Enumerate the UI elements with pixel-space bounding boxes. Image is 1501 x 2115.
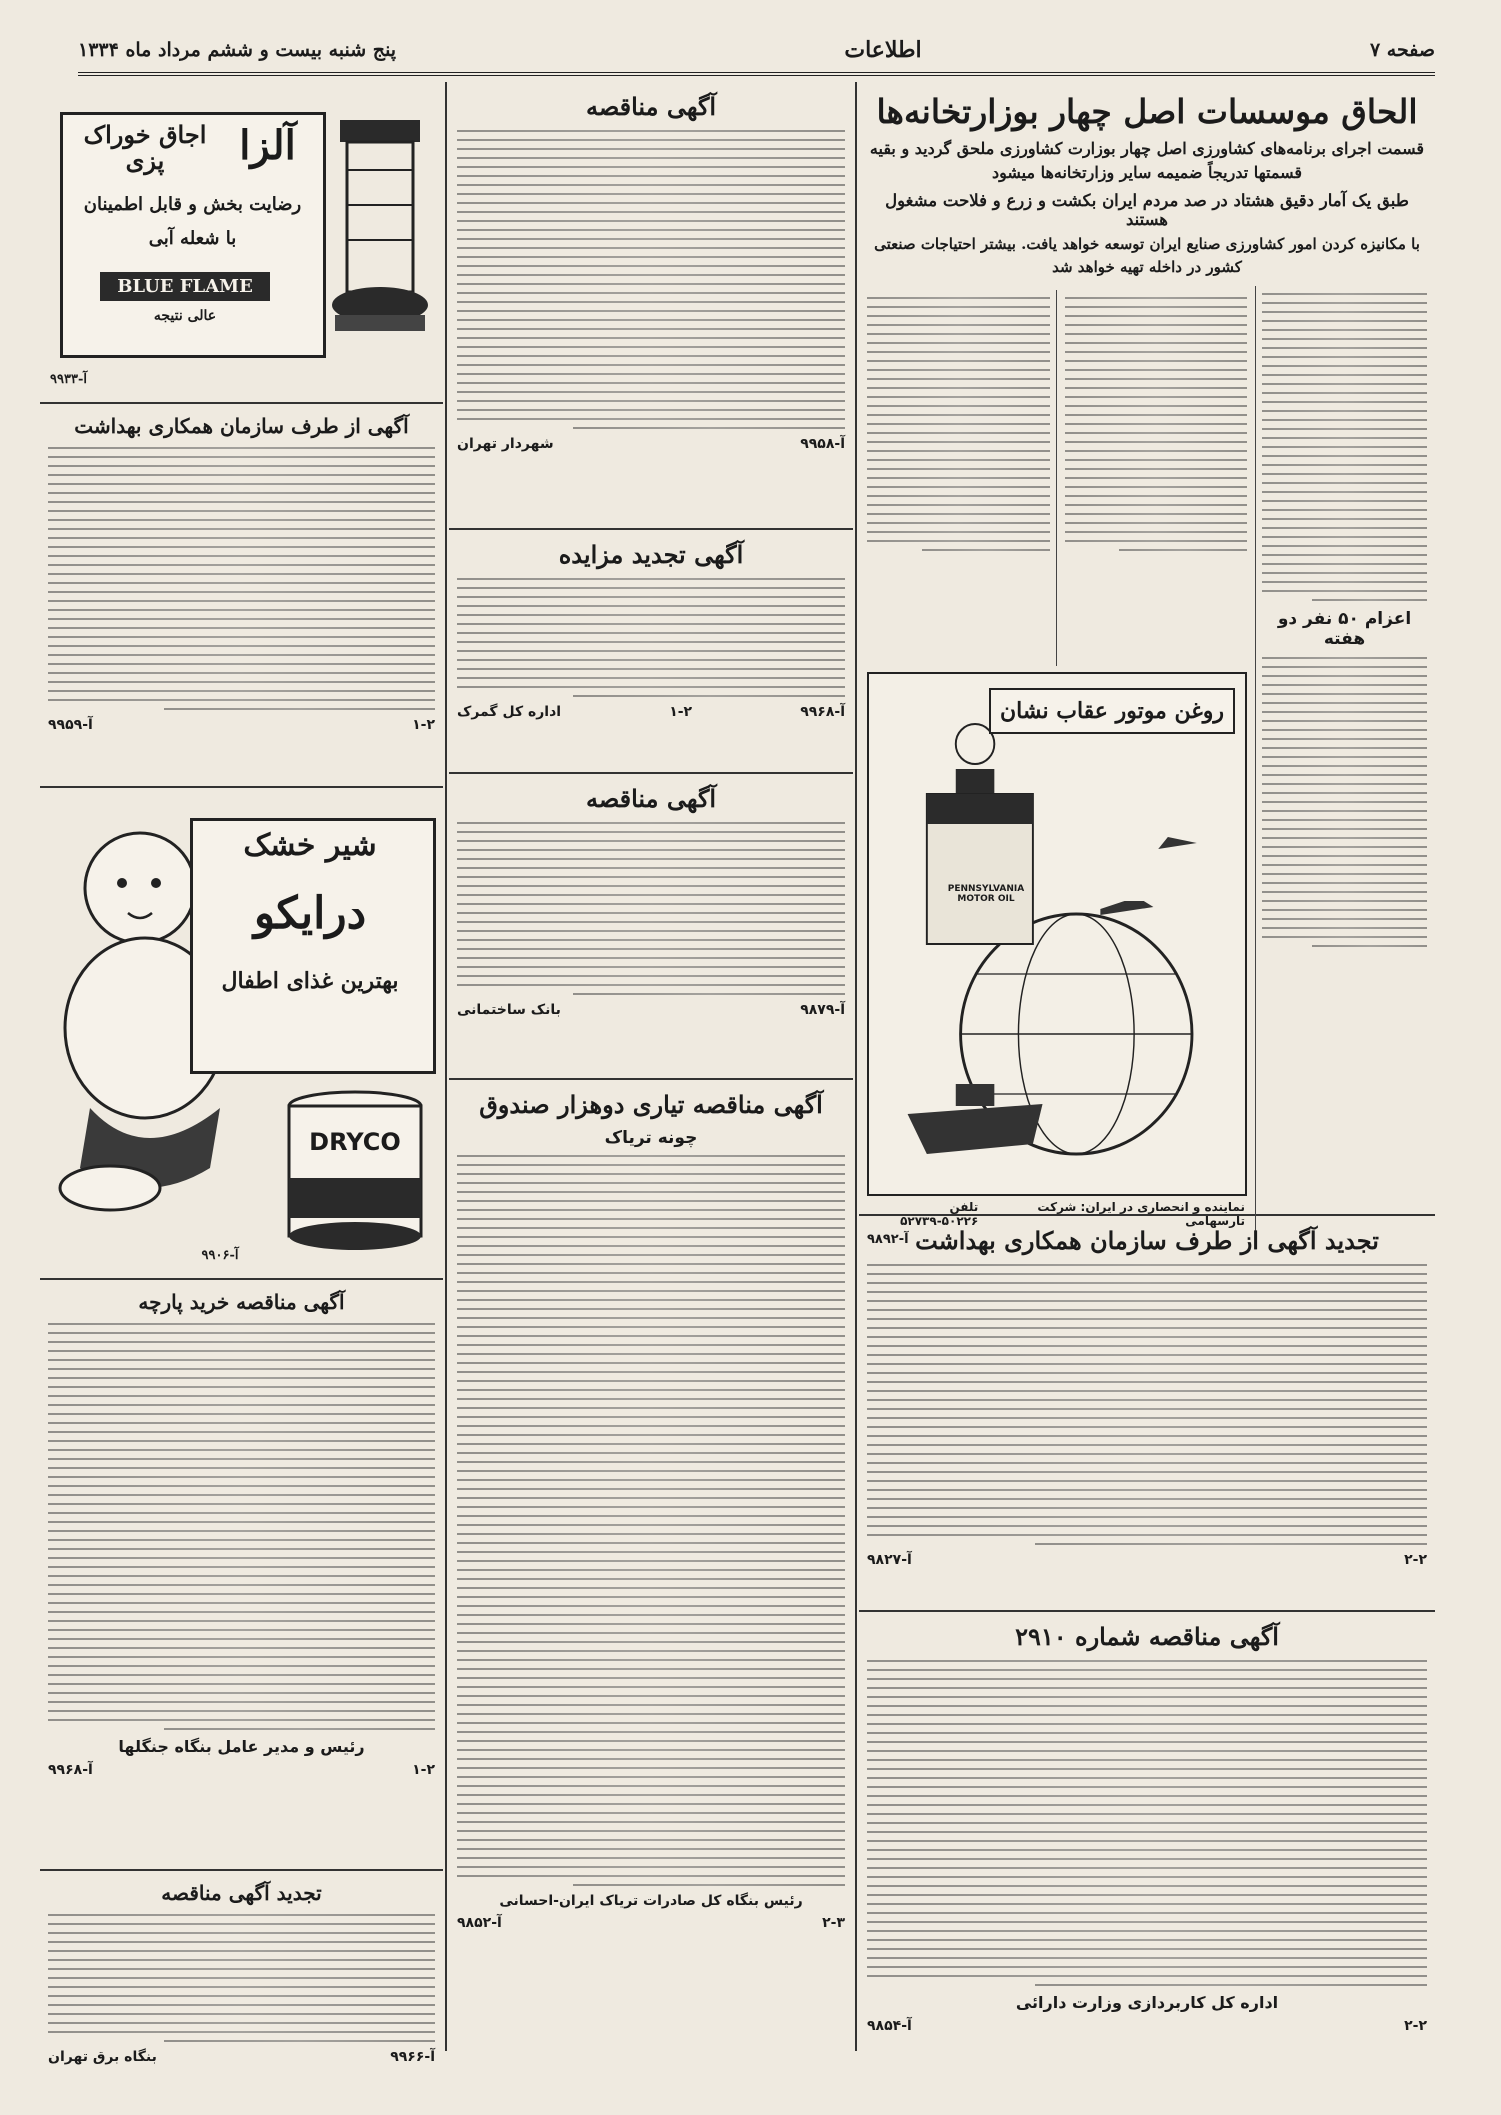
notice-body bbox=[48, 1323, 435, 1730]
notice-title: آگهی تجدید مزایده bbox=[558, 540, 744, 569]
cloth-purchase-tender bbox=[40, 1280, 443, 1871]
dryco-milk-ad bbox=[40, 788, 443, 1280]
masthead-date: پنج شنبه بیست و ششم مرداد ماه ۱۳۳۴ bbox=[78, 39, 397, 61]
notice-signature: اداره کل کاربردازی وزارت دارائی bbox=[1015, 1993, 1279, 2012]
notice-body bbox=[867, 1264, 1427, 1545]
notice-code: آ-۹۹۶۸ bbox=[800, 704, 845, 720]
notice-footer bbox=[457, 436, 845, 452]
notice-signature: شهردار تهران bbox=[457, 436, 554, 452]
notice-code: آ-۹۹۵۹ bbox=[48, 717, 93, 733]
customs-auction bbox=[449, 530, 853, 774]
article-body bbox=[1065, 290, 1248, 666]
notice-signature: اداره کل گمرک bbox=[457, 704, 562, 720]
alza-brand: آلزا bbox=[239, 122, 296, 169]
alza-line: رضایت بخش و قابل اطمینان bbox=[83, 194, 302, 215]
notice-subtitle: چونه تریاک bbox=[604, 1128, 698, 1148]
health-org-renewed-tender bbox=[859, 1216, 1435, 1612]
article-left-area bbox=[867, 286, 1247, 1247]
column-left bbox=[40, 82, 443, 2065]
dryco-brand: درایکو bbox=[253, 888, 367, 939]
notice-code: آ-۹۸۵۲ bbox=[457, 1915, 502, 1931]
notice-body bbox=[457, 130, 845, 429]
alza-code: آ-۹۹۳۳ bbox=[50, 372, 87, 387]
notice-code: آ-۹۹۵۸ bbox=[800, 436, 845, 452]
masthead-paper-name: اطلاعات bbox=[844, 37, 922, 63]
notice-body bbox=[457, 578, 845, 697]
article-body bbox=[1262, 293, 1427, 601]
notice-title: آگهی از طرف سازمان همکاری بهداشت bbox=[74, 414, 409, 438]
notice-title: آگهی مناقصه خرید پارچه bbox=[138, 1290, 345, 1314]
notice-signature: رئیس و مدیر عامل بنگاه جنگلها bbox=[118, 1737, 365, 1756]
article-two-columns bbox=[867, 286, 1247, 666]
notice-footer bbox=[457, 1002, 845, 1018]
globe-ship-illustration bbox=[869, 674, 1245, 1194]
notice-title: آگهی مناقصه شماره ۲۹۱۰ bbox=[1015, 1622, 1279, 1651]
article-deck: با مکانیزه کردن امور کشاورزی صنایع ایران توسعه خواهد یافت. بیشتر احتیاجات صنعتی کشور در داخله تهیه خواهد شد bbox=[874, 235, 1420, 276]
dryco-line: شیر خشک bbox=[243, 828, 377, 863]
article-deck: طبق یک آمار دقیق هشتاد در صد مردم ایران بکشت و زرع و فلاحت مشغول هستند bbox=[885, 191, 1409, 229]
column-rule bbox=[855, 82, 857, 2051]
notice-title: تجدید آگهی مناقصه bbox=[161, 1881, 322, 1905]
notice-signature: بنگاه برق تهران bbox=[48, 2049, 157, 2065]
opium-box-tender bbox=[449, 1080, 853, 2104]
alza-line: عالی نتیجه bbox=[153, 308, 217, 324]
notice-code: آ-۹۹۶۸ bbox=[48, 1762, 93, 1778]
notice-body bbox=[457, 1155, 845, 1886]
notice-footer bbox=[457, 1915, 845, 1931]
tender-2910 bbox=[859, 1612, 1435, 2056]
notice-footer bbox=[48, 717, 435, 733]
blue-flame-label: BLUE FLAME bbox=[100, 272, 270, 301]
masthead-page-number: صفحه ۷ bbox=[1369, 39, 1435, 61]
notice-footer bbox=[867, 2018, 1427, 2034]
health-org-notice bbox=[40, 404, 443, 788]
notice-title: آگهی مناقصه bbox=[585, 784, 717, 813]
article-subheading: اعزام ۵۰ نفر دو هفته bbox=[1277, 609, 1412, 649]
article-text-column bbox=[1255, 286, 1427, 1247]
notice-body bbox=[48, 447, 435, 710]
electricity-renewed-tender bbox=[40, 1871, 443, 2115]
dryco-line: بهترین غذای اطفال bbox=[221, 968, 399, 994]
notice-title: آگهی مناقصه تیاری دوهزار صندوق bbox=[479, 1090, 823, 1119]
notice-body bbox=[48, 1914, 435, 2042]
notice-signature: بانک ساختمانی bbox=[457, 1002, 561, 1018]
notice-signature: رئیس بنگاه کل صادرات تریاک ایران-احسانی bbox=[499, 1893, 803, 1909]
column-rule bbox=[445, 82, 447, 2051]
motor-oil-slogan: روغن موتور عقاب نشان bbox=[989, 688, 1235, 734]
notice-code: آ-۹۸۷۹ bbox=[800, 1002, 845, 1018]
motor-oil-phone: تلفن ۵۰۲۲۶-۵۲۷۳۹ bbox=[900, 1200, 979, 1228]
notice-code: آ-۹۹۶۶ bbox=[390, 2049, 435, 2065]
stove-illustration bbox=[325, 110, 435, 350]
notice-title: آگهی مناقصه bbox=[585, 92, 717, 121]
notice-body bbox=[867, 1660, 1427, 1986]
municipality-tender bbox=[449, 82, 853, 530]
alza-line: با شعله آبی bbox=[148, 228, 237, 249]
notice-body bbox=[457, 822, 845, 995]
dryco-can-label: DRYCO bbox=[309, 1128, 401, 1156]
notice-code: آ-۹۸۵۴ bbox=[867, 2018, 912, 2034]
alza-stove-ad bbox=[40, 82, 443, 404]
notice-num: ۲-۲ bbox=[1404, 1552, 1427, 1568]
dryco-can-illustration bbox=[280, 1088, 430, 1258]
notice-title: تجدید آگهی از طرف سازمان همکاری بهداشت bbox=[915, 1226, 1379, 1255]
motor-oil-code: آ-۹۸۹۲ bbox=[867, 1232, 909, 1247]
motor-oil-agency: نماینده و انحصاری در ایران: شرکت تارسهامی bbox=[1037, 1200, 1245, 1228]
notice-num: ۲-۲ bbox=[1404, 2018, 1427, 2034]
notice-footer bbox=[867, 1552, 1427, 1568]
notice-num: ۱-۲ bbox=[412, 1762, 435, 1778]
notice-footer bbox=[48, 2049, 435, 2065]
alza-headline: اجاق خوراک پزی bbox=[83, 120, 207, 176]
article-headline: الحاق موسسات اصل چهار بوزارتخانه‌ها bbox=[876, 92, 1418, 131]
article-deck: قسمت اجرای برنامه‌های کشاورزی اصل چهار بوزارت کشاورزی ملحق گردید و بقیه قسمتها تدریجاً ضمیمه سایر وزارتخانه‌ها میشود bbox=[869, 139, 1425, 182]
column-right bbox=[859, 82, 1435, 2051]
motor-oil-can-label: PENNSYLVANIA MOTOR OIL bbox=[947, 884, 1025, 904]
dryco-code: آ-۹۹۰۶ bbox=[201, 1248, 239, 1263]
article-body bbox=[867, 290, 1057, 666]
column-middle bbox=[449, 82, 853, 2051]
masthead bbox=[78, 28, 1435, 76]
construction-bank-tender bbox=[449, 774, 853, 1080]
notice-footer bbox=[457, 704, 845, 720]
notice-code: آ-۹۸۲۷ bbox=[867, 1552, 912, 1568]
motor-oil-ad bbox=[867, 672, 1247, 1196]
notice-num: ۲-۳ bbox=[822, 1915, 845, 1931]
article-body bbox=[1262, 657, 1427, 947]
notice-footer bbox=[48, 1762, 435, 1778]
notice-num: ۱-۲ bbox=[412, 717, 435, 733]
notice-num: ۱-۲ bbox=[669, 704, 693, 720]
